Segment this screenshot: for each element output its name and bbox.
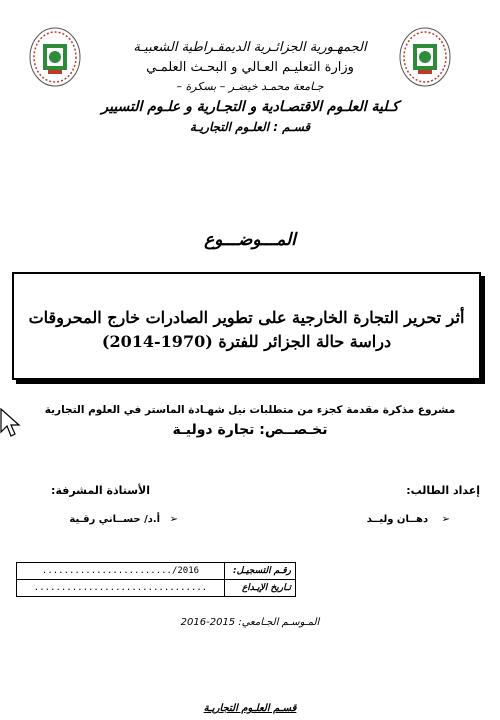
deposit-date-row (17, 580, 296, 597)
thesis-title-line2: دراسة حالة الجزائر للفترة (1970-2014) (101, 332, 392, 351)
student-name-row (300, 514, 450, 525)
student-name: دهــان وليــد (366, 514, 429, 525)
mouse-pointer-icon (0, 408, 22, 442)
topic-heading: المـــوضـــوع (204, 230, 296, 250)
header-university: جـامعة محمـد خيضـر – بسكرة – (176, 80, 324, 93)
specialization: تخـصــص: تجارة دوليـة (172, 422, 328, 438)
university-logo-right (398, 26, 452, 88)
academic-year: المـوسـم الجـامعي: 2015-2016 (180, 617, 320, 628)
thesis-title-line1: أثر تحرير التجارة الخارجية على تطوير الصادرات خارج المحروقات (28, 308, 465, 327)
project-description: مشروع مذكرة مقدمة كجزء من متطلبات نيل شهـادة الماستر في العلوم التجارية (44, 404, 456, 416)
footer-department: قسـم العلـوم التجاريـة (203, 703, 297, 714)
header-department: قسـم : العلـوم التجاريـة (189, 120, 311, 134)
supervisor-name: أ.د/ حســاني رقـية (69, 514, 161, 525)
supervisor-label: الأستاذة المشرفة: (51, 484, 150, 497)
header-faculty: كـلية العلـوم الاقتصـادية و التجـارية و علـوم التسيير (101, 99, 399, 115)
registration-number-label: رقـم التسجيـل: (225, 563, 296, 580)
bullet-arrow-icon: ➢ (441, 514, 450, 525)
registration-table (16, 562, 296, 597)
student-label: إعداد الطالب: (406, 484, 480, 497)
header-republic: الجمهـورية الجزائـرية الديمقـراطية الشعبيـة (133, 40, 367, 55)
supervisor-name-row (30, 514, 178, 525)
university-logo-left (28, 26, 82, 88)
thesis-title-box (12, 272, 481, 380)
deposit-date-label: تـاريخ الإيـداع (225, 580, 296, 597)
deposit-date-value: ................................ (17, 580, 225, 597)
bullet-arrow-icon: ➢ (169, 514, 178, 525)
registration-number-value: ......................../2016 (17, 563, 225, 580)
header-ministry: وزارة التعليـم العـالي و البحـث العلمـي (146, 60, 354, 75)
registration-row (17, 563, 296, 580)
